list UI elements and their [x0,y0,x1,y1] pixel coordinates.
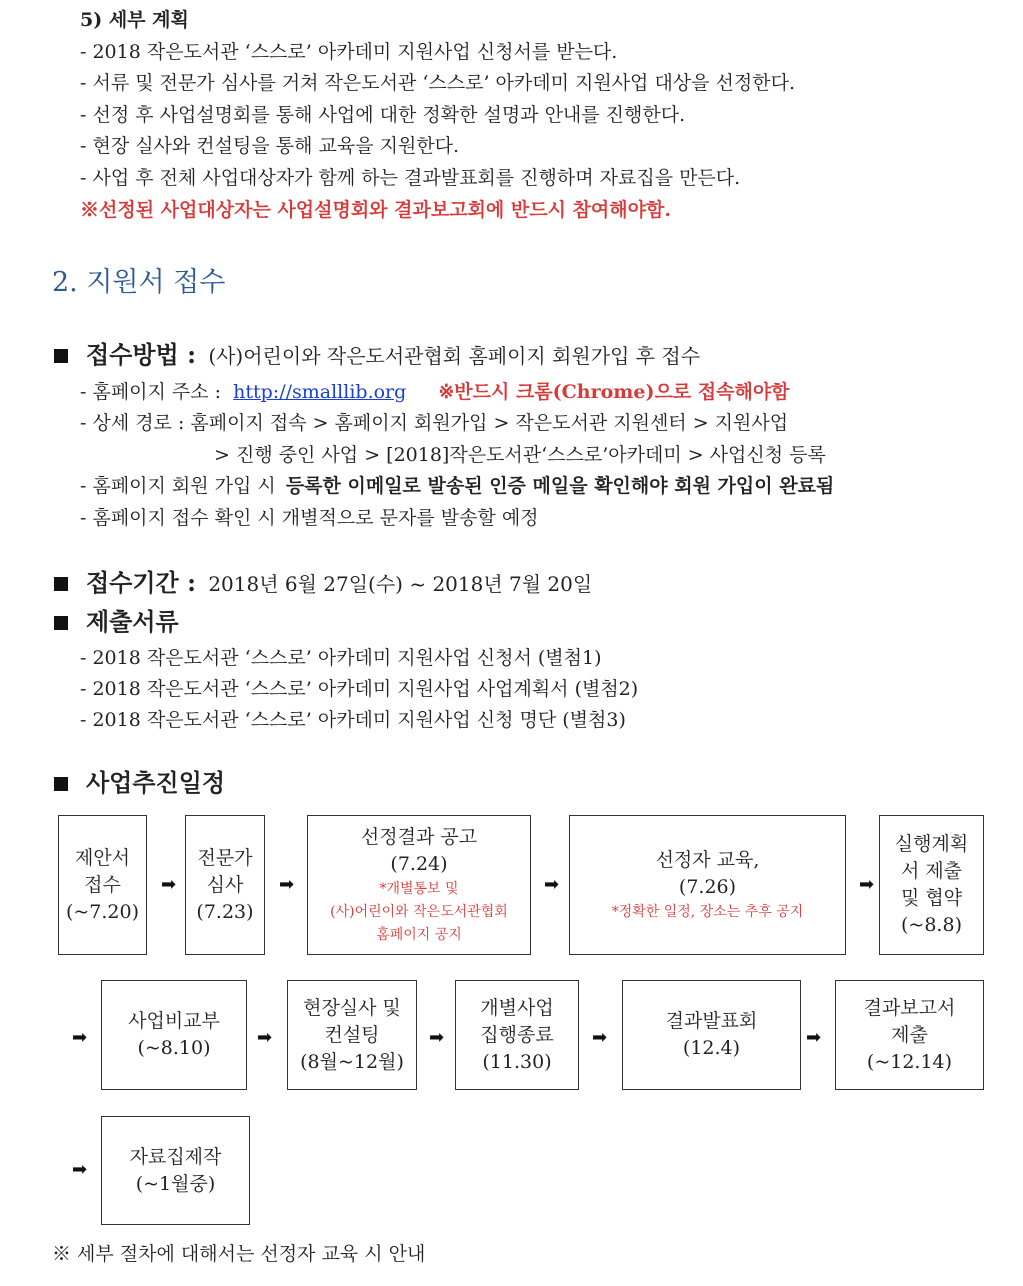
arrow-right-icon: ➡ [257,1027,273,1048]
step-line: (~1월중) [135,1172,216,1195]
url-label: - 홈페이지 주소 : [80,381,222,403]
docs-row [54,607,179,636]
step-line: 현장실사 및 [303,996,401,1019]
step-line: (11.30) [482,1050,552,1073]
step-line: 제안서 [74,846,131,869]
step-box [58,815,147,955]
period-row [54,568,593,597]
step-line: 접수 [84,873,121,896]
step-box [879,815,984,955]
url-row [80,380,790,404]
step-line: 사업비교부 [128,1010,220,1032]
join-bold: 등록한 이메일로 발송된 인증 메일을 확인해야 회원 가입이 완료됨 [285,475,835,497]
path-line-2: > 진행 중인 사업 > [2018]작은도서관‘스스로’아카데미 > 사업신청 등록 [214,444,826,466]
sms-line: - 홈페이지 접수 확인 시 개별적으로 문자를 발송할 예정 [80,507,539,529]
plan-item: - 현장 실사와 컨설팅을 통해 교육을 지원한다. [80,135,460,157]
square-bullet-icon [54,616,68,630]
join-prefix: - 홈페이지 회원 가입 시 [80,475,276,497]
step-line: (~12.14) [866,1050,953,1073]
step-line: (~8.8) [901,914,962,936]
step-line: (~7.20) [65,900,140,923]
step-note: *정확한 일정, 장소는 추후 공지 [611,903,804,920]
step-line: (7.24) [390,852,448,875]
step-box [455,980,579,1090]
plan-item: - 선정 후 사업설명회를 통해 사업에 대한 정확한 설명과 안내를 진행한다. [80,104,686,126]
path-line-1: - 상세 경로 : 홈페이지 접속 > 홈페이지 회원가입 > 작은도서관 지원센터 > 지원사업 [80,412,789,434]
schedule-label: 사업추진일정 [86,768,226,797]
period-text: 2018년 6월 27일(수) ~ 2018년 7월 20일 [208,572,593,596]
step-box [185,815,265,955]
step-line: 선정결과 공고 [360,825,478,848]
step-box [307,815,531,955]
arrow-right-icon: ➡ [72,1159,88,1180]
step-line: 결과보고서 [863,996,956,1019]
step-line: (12.4) [682,1037,741,1059]
step-line: 개별사업 [480,996,554,1019]
step-line: 서 제출 [900,860,963,882]
step-line: 결과발표회 [665,1010,758,1032]
step-line: 자료집제작 [129,1145,222,1168]
docs-label: 제출서류 [86,607,179,636]
arrow-right-icon: ➡ [859,874,875,895]
step-box [287,980,417,1090]
arrow-right-icon: ➡ [544,874,560,895]
step-line: (8월~12월) [300,1050,404,1073]
arrow-right-icon: ➡ [161,874,177,895]
plan-title: 5) 세부 계획 [80,9,189,31]
step-line: 전문가 [197,846,253,869]
step-line: 실행계획 [894,833,969,855]
step-line: (~8.10) [137,1037,211,1059]
step-line: 컨설팅 [324,1023,380,1046]
square-bullet-icon [54,577,68,591]
step-box [101,980,247,1090]
method-label: 접수방법 : [86,340,196,369]
step-line: 심사 [206,873,244,896]
period-label: 접수기간 : [86,568,196,597]
step-line: 제출 [891,1023,928,1046]
arrow-right-icon: ➡ [592,1027,608,1048]
step-line: 및 협약 [900,887,963,909]
square-bullet-icon [54,349,68,363]
arrow-right-icon: ➡ [279,874,295,895]
plan-item: - 2018 작은도서관 ‘스스로’ 아카데미 지원사업 신청서를 받는다. [80,41,618,63]
homepage-link[interactable]: http://smalllib.org [233,381,407,403]
plan-warning: ※선정된 사업대상자는 사업설명회와 결과보고회에 반드시 참여해야함. [80,199,671,221]
step-note: (사)어린이와 작은도서관협회 [330,903,508,920]
plan-item: - 사업 후 전체 사업대상자가 함께 하는 결과발표회를 진행하며 자료집을 만든다. [80,167,741,189]
step-box [835,980,984,1090]
doc-item: - 2018 작은도서관 ‘스스로’ 아카데미 지원사업 사업계획서 (별첨2) [80,678,639,700]
section-title: 2. 지원서 접수 [52,267,226,298]
doc-item: - 2018 작은도서관 ‘스스로’ 아카데미 지원사업 신청서 (별첨1) [80,647,602,669]
step-line: 선정자 교육, [655,848,760,871]
chrome-note: ※반드시 크롬(Chrome)으로 접속해야함 [438,381,790,403]
step-box [101,1116,250,1225]
step-line: 집행종료 [480,1023,554,1046]
step-box [569,815,846,955]
step-box [622,980,801,1090]
join-row [80,474,834,498]
arrow-right-icon: ➡ [429,1027,445,1048]
doc-item: - 2018 작은도서관 ‘스스로’ 아카데미 지원사업 신청 명단 (별첨3) [80,709,626,731]
step-line: (7.23) [196,900,254,923]
plan-item: - 서류 및 전문가 심사를 거쳐 작은도서관 ‘스스로’ 아카데미 지원사업 대상을 선정한다. [80,72,796,94]
arrow-right-icon: ➡ [72,1027,88,1048]
step-note: 홈페이지 공지 [376,926,462,943]
method-text: (사)어린이와 작은도서관협회 홈페이지 회원가입 후 접수 [208,344,701,368]
method-row [54,340,701,369]
schedule-row [54,768,226,797]
arrow-right-icon: ➡ [806,1027,822,1048]
footnote: ※ 세부 절차에 대해서는 선정자 교육 시 안내 [52,1243,426,1265]
square-bullet-icon [54,777,68,791]
step-line: (7.26) [678,875,737,898]
step-note: *개별통보 및 [379,880,459,897]
